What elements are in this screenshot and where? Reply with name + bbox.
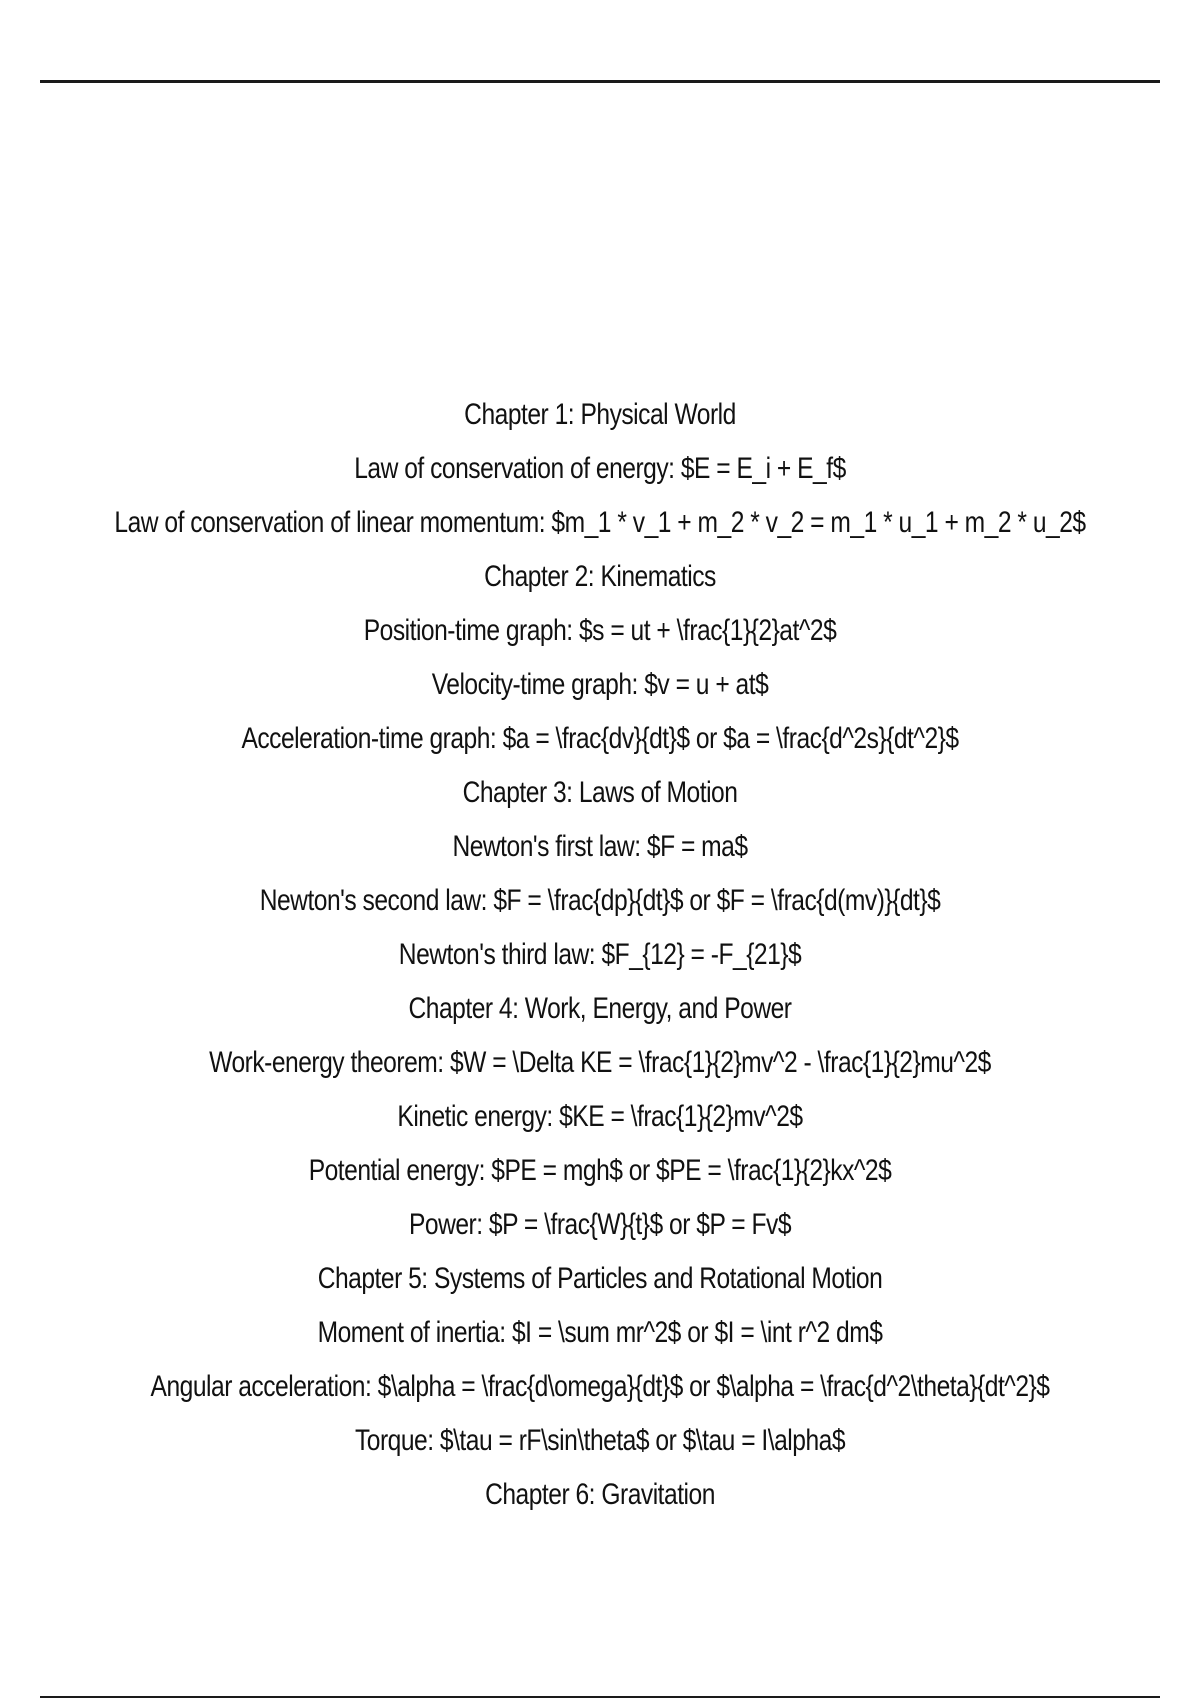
chapter-heading-cut-off: Chapter 6: Gravitation xyxy=(485,1478,715,1511)
chapter-heading: Chapter 3: Laws of Motion xyxy=(462,776,738,809)
formula-line: Law of conservation of energy: $E = E_i + E_f$ xyxy=(354,452,846,485)
formula-line: Work-energy theorem: $W = \Delta KE = \frac{1}{2}mv^2 - \frac{1}{2}mu^2$ xyxy=(209,1046,991,1079)
chapter-heading: Chapter 1: Physical World xyxy=(464,398,736,431)
formula-line: Kinetic energy: $KE = \frac{1}{2}mv^2$ xyxy=(397,1100,803,1133)
formula-line: Position-time graph: $s = ut + \frac{1}{2}at^2$ xyxy=(363,614,837,647)
chapter-heading: Chapter 5: Systems of Particles and Rotational Motion xyxy=(317,1262,883,1295)
formula-line: Torque: $\tau = rF\sin\theta$ or $\tau = I\alpha$ xyxy=(354,1424,846,1457)
formula-line: Power: $P = \frac{W}{t}$ or $P = Fv$ xyxy=(408,1208,792,1241)
formula-line: Newton's third law: $F_{12} = -F_{21}$ xyxy=(398,938,802,971)
formula-line: Newton's second law: $F = \frac{dp}{dt}$ or $F = \frac{d(mv)}{dt}$ xyxy=(259,884,941,917)
bottom-rule xyxy=(40,1696,1160,1698)
chapter-heading: Chapter 4: Work, Energy, and Power xyxy=(408,992,792,1025)
formula-line: Moment of inertia: $I = \sum mr^2$ or $I = \int r^2 dm$ xyxy=(317,1316,883,1349)
formula-line: Law of conservation of linear momentum: $m_1 * v_1 + m_2 * v_2 = m_1 * u_1 + m_2 * u_2$ xyxy=(114,506,1086,539)
formula-line: Angular acceleration: $\alpha = \frac{d\omega}{dt}$ or $\alpha = \frac{d^2\theta}{dt^2}$ xyxy=(150,1370,1050,1403)
formula-line: Newton's first law: $F = ma$ xyxy=(452,830,748,863)
formula-line: Potential energy: $PE = mgh$ or $PE = \frac{1}{2}kx^2$ xyxy=(308,1154,892,1187)
formula-sheet xyxy=(0,388,1200,1511)
formula-line: Velocity-time graph: $v = u + at$ xyxy=(431,668,769,701)
formula-line: Acceleration-time graph: $a = \frac{dv}{dt}$ or $a = \frac{d^2s}{dt^2}$ xyxy=(241,722,959,755)
chapter-heading: Chapter 2: Kinematics xyxy=(484,560,716,593)
top-rule xyxy=(40,80,1160,83)
